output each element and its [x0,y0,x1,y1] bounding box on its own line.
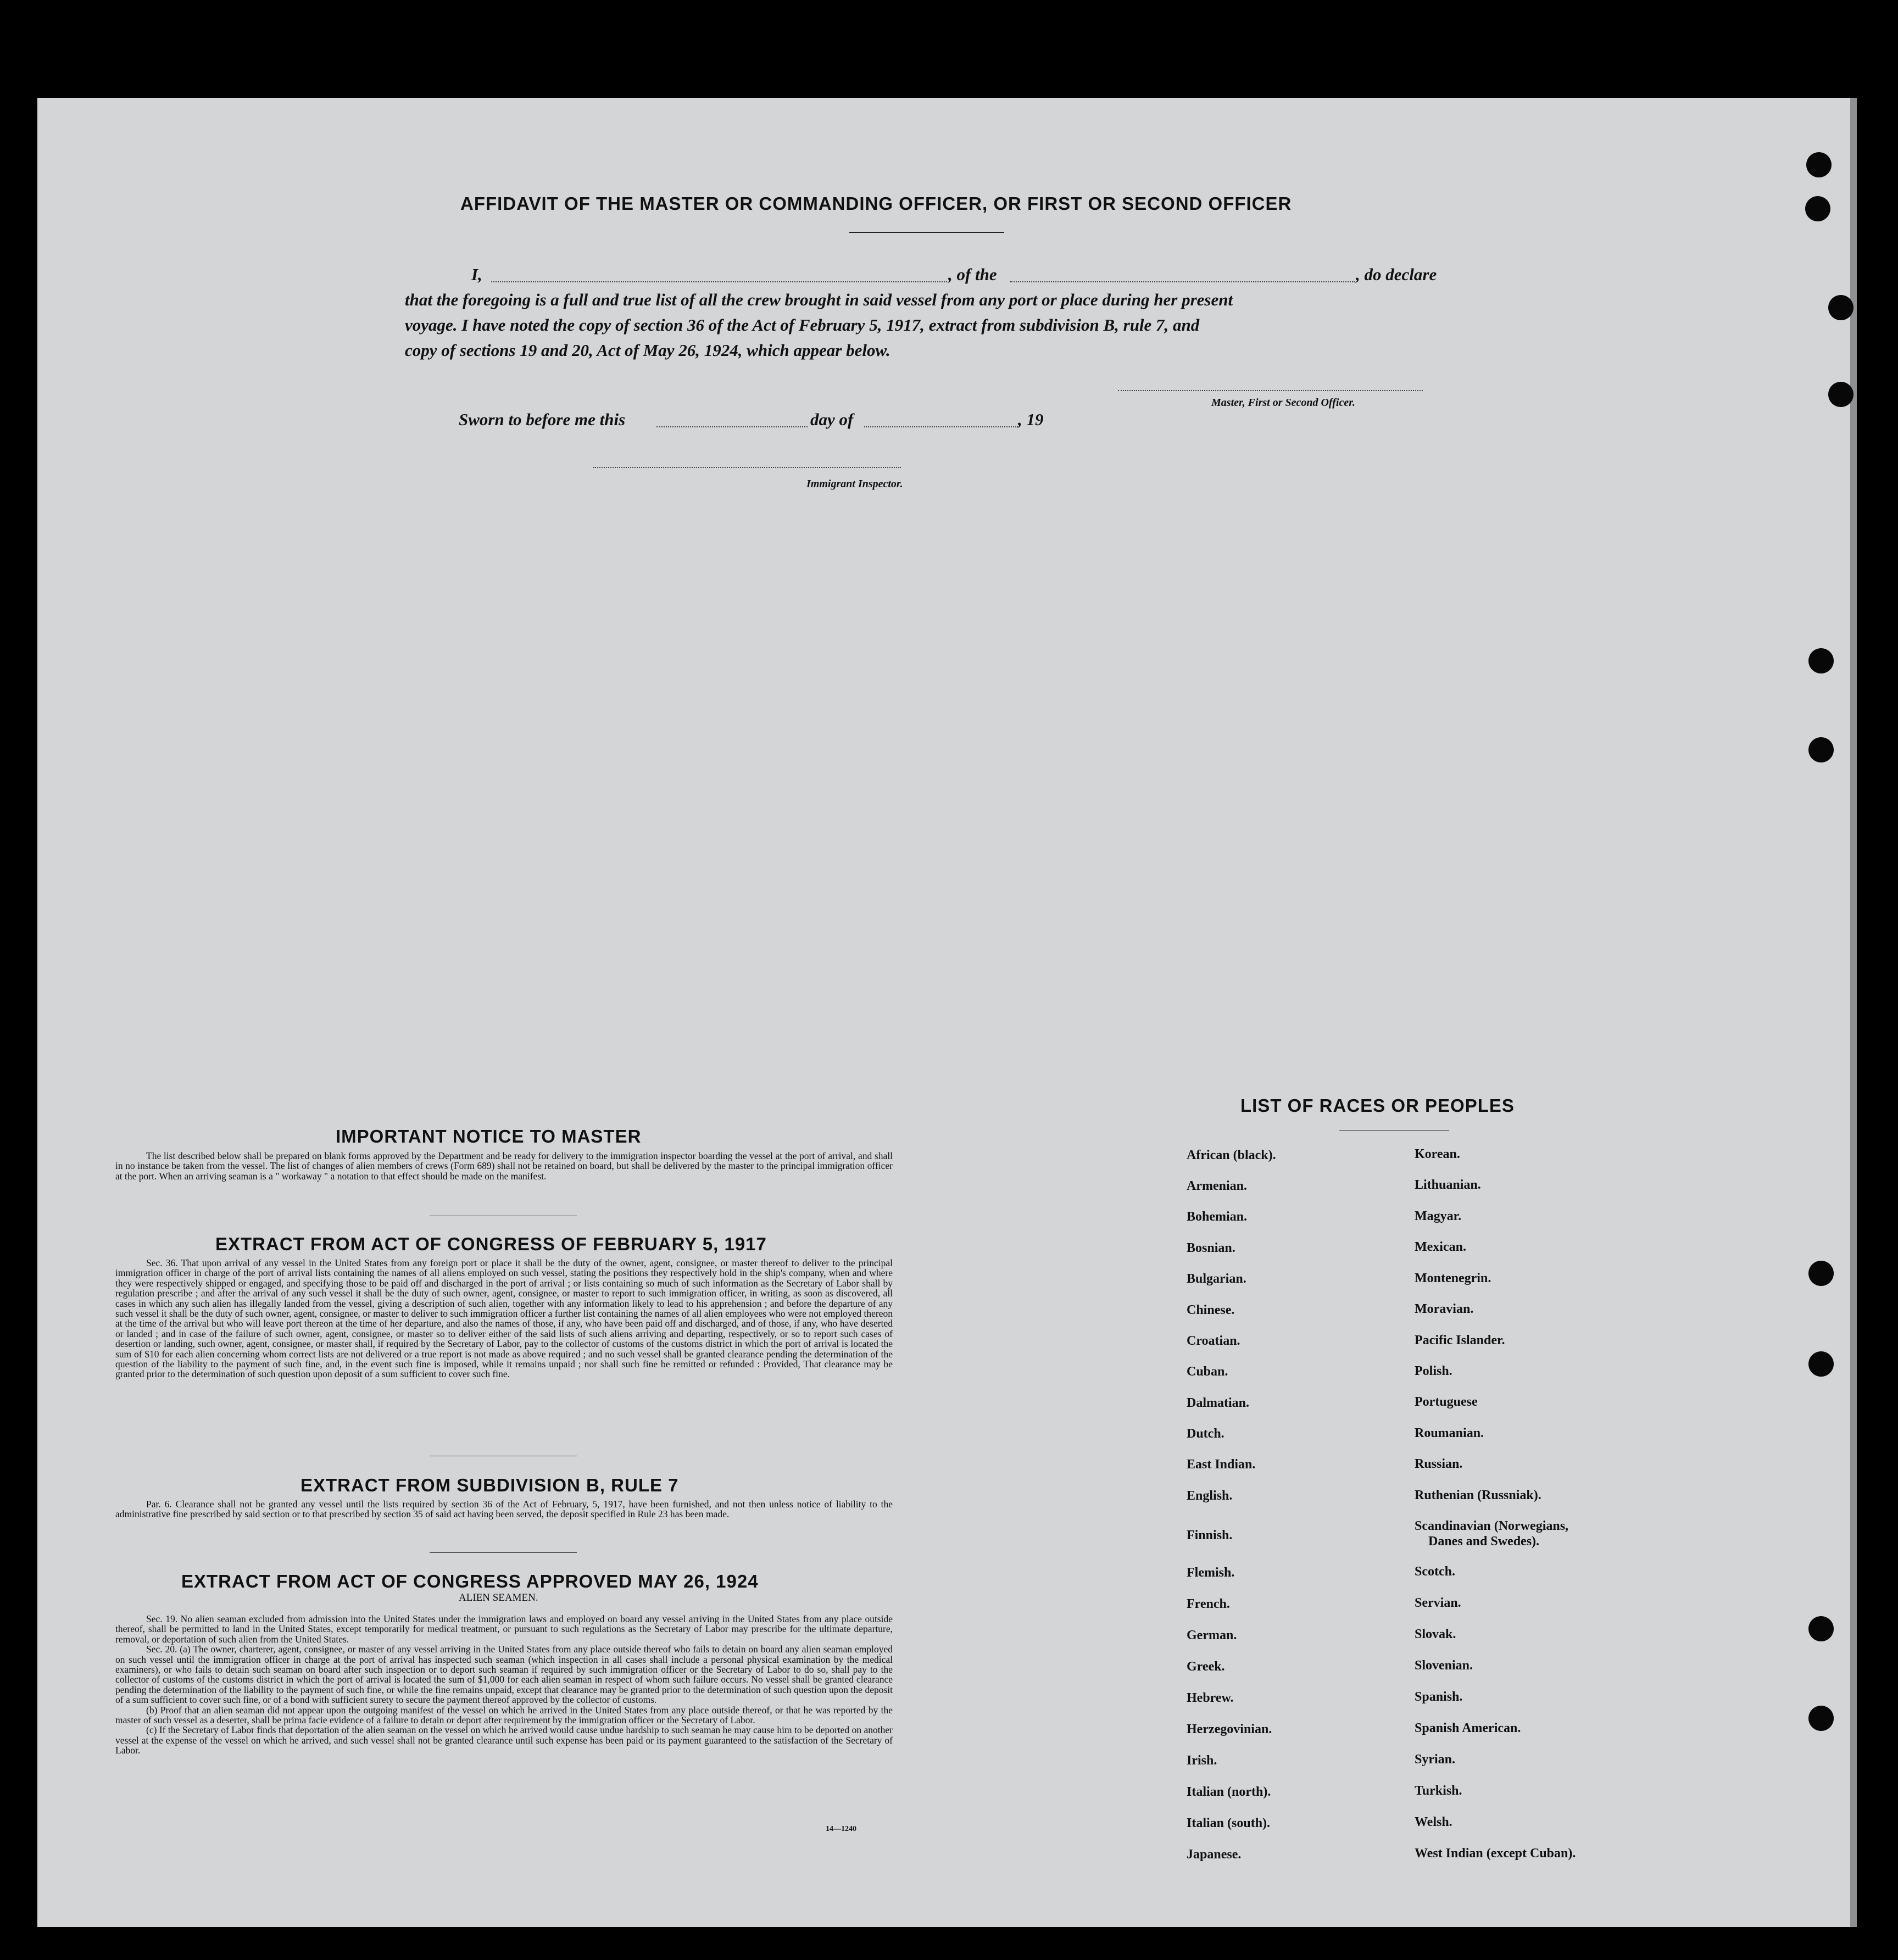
affidavit-line-1 [471,265,1435,287]
race-left-item: Greek. [1187,1660,1225,1674]
extract-1917-title: EXTRACT FROM ACT OF CONGRESS OF FEBRUARY 5, 1917 [215,1234,767,1254]
race-left-item: Finnish. [1187,1528,1233,1543]
race-right-item: Spanish American. [1415,1721,1521,1735]
sworn-month-field[interactable] [864,426,1018,427]
race-left-item: East Indian. [1187,1457,1256,1472]
binder-hole [1828,295,1854,320]
extract-1924-title: EXTRACT FROM ACT OF CONGRESS APPROVED MAY 26, 1924 [181,1571,759,1591]
affidavit-line-4: copy of sections 19 and 20, Act of May 26, 1924, which appear below. [405,341,890,360]
sec-20b-paragraph: (b) Proof that an alien seaman did not appear upon the outgoing manifest of the vessel on which he arrived in the United States from any place outside thereof, or that he was reported by the master of such vessel as a deserter, shall be prima facie evidence of a failure to detain or deport after requirement by the immigration officer or the Secretary of Labor. [115,1704,893,1726]
race-right-item: Turkish. [1415,1784,1462,1798]
races-title: LIST OF RACES OR PEOPLES [1240,1095,1515,1116]
race-left-item: English. [1187,1489,1233,1503]
race-right-item: Russian. [1415,1457,1463,1471]
binder-hole [1808,737,1834,762]
binder-hole [1808,1706,1834,1731]
binder-hole [1805,196,1830,221]
race-right-item: Montenegrin. [1415,1271,1491,1285]
sec-19-paragraph: Sec. 19. No alien seaman excluded from admission into the United States under the immigration laws and employed on board any vessel arriving in the United States from any place outside thereof, shall be permitted to land in the United States, except temporarily for medical treatment, or pursuant to such regulations as the Secretary of Labor may prescribe for the ultimate departure, removal, or deportation of such alien from the United States. [115,1613,893,1645]
race-right-item: Roumanian. [1415,1426,1484,1440]
sworn-label: Sworn to before me this [459,410,626,429]
extract-rule7-title: EXTRACT FROM SUBDIVISION B, RULE 7 [300,1475,679,1495]
race-right-item: Portuguese [1415,1395,1478,1409]
binder-hole [1808,1261,1834,1286]
extract-rule7-text [115,1499,893,1519]
declare-label: , do declare [1356,265,1437,284]
extract-1924-subtitle: ALIEN SEAMEN. [459,1592,538,1603]
race-left-item: Croatian. [1187,1334,1240,1348]
sec-20c-paragraph: (c) If the Secretary of Labor finds that deportation of the alien seaman on the vessel on which he arrived would cause undue hardship to such seaman he may cause him to be deported on another vessel at the expense of the vessel on which he arrived, and such vessel shall not be granted clearance until such expense has been paid or its payment guaranteed to the satisfaction of the Secretary of Labor. [115,1724,893,1756]
race-right-item: Servian. [1415,1596,1461,1610]
race-right-item: Danes and Swedes). [1428,1534,1540,1549]
race-left-item: German. [1187,1628,1237,1642]
par-6-paragraph: Par. 6. Clearance shall not be granted any vessel until the lists required by section 36 of the Act of February, 5, 1917, have been furnished, and not then unless notice of liability to the administrative fine prescribed by said section or to that prescribed by section 35 of said act having been served, the deposit specified in Rule 23 has been made. [115,1499,893,1520]
page-edge-shadow [1850,98,1857,1927]
extract-1924-text [115,1614,893,1756]
race-left-item: Chinese. [1187,1303,1235,1317]
binder-hole [1808,1351,1834,1377]
race-left-item: Bulgarian. [1187,1272,1246,1286]
year-label: , 19 [1018,410,1044,429]
race-right-item: Moravian. [1415,1302,1474,1316]
notice-paragraph: The list described below shall be prepared on blank forms approved by the Department and be ready for delivery to the immigration inspector boarding the vessel at the port of arrival, and shall in no instance be taken from the vessel. The list of changes of alien members of crews (Form 689) shall not be retained on board, but shall be delivered by the master to the principal immigration officer at the port. When an arriving seaman is a " workaway " a notation to that effect should be made on the manifest. [115,1150,893,1182]
signature-caption: Master, First or Second Officer. [1211,397,1355,409]
notice-text [115,1151,893,1181]
race-right-item: Scotch. [1415,1564,1455,1579]
race-right-item: Magyar. [1415,1209,1462,1223]
notice-title: IMPORTANT NOTICE TO MASTER [336,1126,642,1146]
race-right-item: Spanish. [1415,1690,1463,1704]
race-left-item: Italian (north). [1187,1785,1271,1799]
race-left-item: Hebrew. [1187,1691,1234,1705]
race-right-item: Mexican. [1415,1240,1466,1254]
day-of-label: day of [810,410,854,429]
declarant-label: I, [471,265,482,284]
race-right-item: Scandinavian (Norwegians, [1415,1519,1569,1533]
vessel-label: , of the [948,265,997,284]
title-underline [849,232,1004,233]
race-right-item: Korean. [1415,1147,1460,1161]
race-left-item: Cuban. [1187,1365,1228,1379]
sec-20a-paragraph: Sec. 20. (a) The owner, charterer, agent, consignee, or master of any vessel arriving in the United States from any place outside thereof who fails to detain on board any alien seaman employed on such vessel until the immigration officer in charge at the port of arrival has inspected such seaman (which inspection in all cases shall include a personal physical examination by the medical examiners), or who fails to detain such seaman on board after such inspection or to deport such seaman if required by such immigration officer or the Secretary of Labor to do so, shall pay to the collector of customs of the customs district in which the port of arrival is located the sum of $1,000 for each alien seaman in respect of whom such failure occurs. No vessel shall be granted clearance pending the determination of the liability to the payment of such fine, or while the fine remains unpaid, except that clearance may be granted prior to the determination of such question upon the deposit of a sum sufficient to cover such fine, or of a bond with sufficient surety to secure the payment thereof approved by the collector of customs. [115,1644,893,1706]
race-left-item: Dutch. [1187,1427,1224,1441]
vessel-name-field[interactable] [1010,281,1355,282]
binder-hole [1806,152,1832,177]
race-right-item: Welsh. [1415,1815,1452,1829]
race-left-item: Dalmatian. [1187,1396,1249,1410]
inspector-caption: Immigrant Inspector. [806,478,903,490]
race-right-item: Polish. [1415,1364,1452,1378]
race-right-item: Slovak. [1415,1627,1456,1641]
race-left-item: Flemish. [1187,1566,1235,1580]
race-right-item: Syrian. [1415,1752,1456,1767]
race-left-item: Bosnian. [1187,1241,1235,1255]
race-left-item: Armenian. [1187,1179,1247,1193]
race-right-item: Ruthenian (Russniak). [1415,1488,1541,1502]
affidavit-line-2: that the foregoing is a full and true list of all the crew brought in said vessel from any port or place during her present [405,290,1233,309]
affidavit-title: AFFIDAVIT OF THE MASTER OR COMMANDING OFFICER, OR FIRST OR SECOND OFFICER [460,193,1292,214]
extract-1917-text [115,1258,893,1379]
form-number: 14—1240 [826,1825,856,1833]
binder-hole [1808,648,1834,673]
race-left-item: Japanese. [1187,1847,1242,1862]
section-36-paragraph: Sec. 36. That upon arrival of any vessel in the United States from any foreign port or place it shall be the duty of the owner, agent, consignee, or master thereof to deliver to the principal immigration officer in charge of the port of arrival lists containing the names of all aliens employed on such vessel, stating the positions they respectively hold in the ship's company, when and where they were respectively shipped or engaged, and specifying those to be paid off and discharged in the port of arrival ; or lists containing so much of such information as the Secretary of Labor shall by regulation prescribe ; and after the arrival of any such vessel it shall be the duty of such owner, agent, consignee, or master to report to such immigration officer, in writing, as soon as discovered, all cases in which any such alien has illegally landed from the vessel, giving a description of such alien, together with any information likely to lead to his apprehension ; and before the departure of any such vessel it shall be the duty of such owner, agent, consignee, or master to deliver to such immigration officer a further list containing the names of all alien employees who were not employed thereon at the time of the arrival but who will leave port thereon at the time of her departure, and also the names of those, if any, who have been paid off and discharged, and of those, if any, who have deserted or landed ; and in case of the failure of such owner, agent, consignee, or master so to deliver either of the said lists of such aliens arriving and departing, respectively, or so to report such cases of desertion or landing, such owner, agent, consignee, or master shall, if required by the Secretary of Labor, pay to the collector of customs of the customs district in which the port of arrival is located the sum of $10 for each alien concerning whom correct lists are not delivered or a true report is not made as above required ; and no such vessel shall be granted clearance pending the determination of the question of the liability to the payment of such fine, and, in the event such fine is imposed, while it remains unpaid ; nor shall such fine be remitted or refunded : Provided, That clearance may be granted prior to the determination of such question upon deposit of a sum sufficient to cover such fine. [115,1257,893,1380]
race-left-item: Italian (south). [1187,1816,1271,1830]
section-divider [430,1552,577,1553]
inspector-signature-field[interactable] [593,467,901,468]
binder-hole [1828,382,1854,407]
race-right-item: Lithuanian. [1415,1178,1481,1192]
race-left-item: Herzegovinian. [1187,1722,1272,1736]
declarant-name-field[interactable] [491,281,947,282]
race-left-item: Irish. [1187,1753,1217,1768]
race-right-item: Slovenian. [1415,1658,1473,1673]
binder-hole [1808,1616,1834,1641]
signature-field[interactable] [1118,390,1423,391]
race-left-item: Bohemian. [1187,1210,1248,1224]
race-right-item: Pacific Islander. [1415,1333,1505,1348]
race-right-item: West Indian (except Cuban). [1415,1846,1576,1861]
race-left-item: French. [1187,1597,1230,1611]
race-left-item: African (black). [1187,1148,1276,1162]
sworn-day-field[interactable] [656,426,808,427]
sworn-line [459,410,1074,432]
affidavit-line-3: voyage. I have noted the copy of section 36 of the Act of February 5, 1917, extract from subdivision B, rule 7, and [405,315,1200,335]
